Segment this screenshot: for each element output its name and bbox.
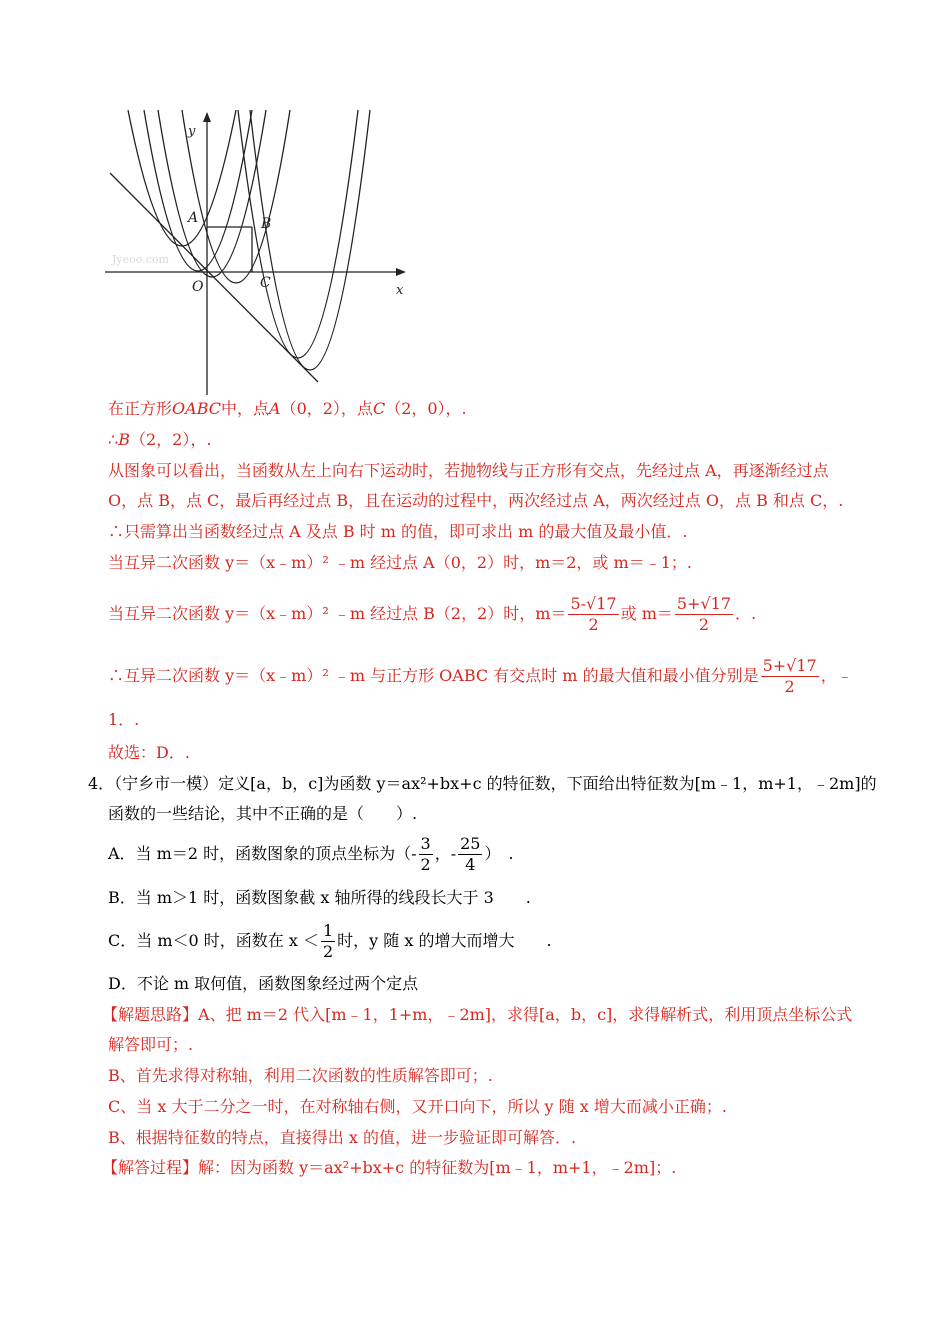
solution-line-7: 当互异二次函数 y＝（x﹣m）² ﹣m 经过点 B（2，2）时，m＝ $\frac{5-√17}{2}$ 或 m＝ $\frac{5+√17}{2}$ ．. — [108, 593, 757, 634]
question-4-line-1: 4．（宁乡市一模）定义[a，b，c]为函数 y＝ax²+bx+c 的特征数，下面给出特征数为[m﹣1，m+1，﹣2m]的 — [88, 774, 877, 793]
watermark: Jyeoo.com — [112, 253, 169, 266]
fraction-m-min: $\frac{5-√17}{2}$ — [570, 593, 617, 634]
solution-line-6: 当互异二次函数 y＝（x﹣m）² ﹣m 经过点 A（0，2）时，m＝2，或 m＝﹣1；. — [108, 553, 692, 572]
solution-line-8: ∴互异二次函数 y＝（x﹣m）² ﹣m 与正方形 OABC 有交点时 m 的最大值和最小值分别是 $\frac{5+√17}{2}$ ，﹣ — [108, 655, 853, 696]
y-axis-arrow — [203, 112, 211, 122]
option-c: C．当 m＜0 时，函数在 x ＜ $\frac{1}{2}$ 时，y 随 x 的增大而增大 . — [108, 920, 552, 961]
solution-line-9: 1．. — [108, 710, 140, 729]
solution-line-3: 从图象可以看出，当函数从左上向右下运动时，若抛物线与正方形有交点，先经过点 A，再逐渐经过点 — [108, 461, 829, 480]
solution-line-1: 在正方形OABC中，点A（0，2），点C（2，0），. — [108, 399, 467, 418]
label-c: C — [260, 275, 271, 291]
process-line-1: 【解答过程】解：因为函数 y＝ax²+bx+c 的特征数为[m﹣1，m+1，﹣2m]；. — [102, 1158, 677, 1177]
fraction-half: $\frac{1}{2}$ — [322, 920, 334, 961]
label-b: B — [261, 216, 272, 232]
parabola-2 — [144, 110, 252, 271]
analysis-line-2: 解答即可；. — [108, 1035, 194, 1054]
analysis-tag: 【解题思路】 — [102, 1005, 199, 1024]
fraction-m-max: $\frac{5+√17}{2}$ — [676, 593, 732, 634]
label-y: y — [188, 124, 196, 139]
solution-line-2: ∴B（2，2），. — [108, 430, 212, 449]
analysis-line-1: 【解题思路】A、把 m＝2 代入[m﹣1，1+m，﹣2m]，求得[a，b，c]，求得解析式，利用顶点坐标公式 — [102, 1005, 853, 1024]
parabola-figure — [100, 110, 420, 400]
question-4-line-2: 函数的一些结论，其中不正确的是（ ）. — [108, 804, 418, 823]
parabola-4 — [182, 110, 290, 283]
x-axis-arrow — [396, 268, 406, 276]
option-b: B．当 m＞1 时，函数图象截 x 轴所得的线段长大于 3 . — [108, 888, 531, 907]
envelope-line — [110, 173, 318, 382]
solution-answer: 故选：D．. — [108, 743, 190, 762]
analysis-line-3: B、首先求得对称轴，利用二次函数的性质解答即可；. — [108, 1066, 493, 1085]
solution-line-4: O，点 B，点 C，最后再经过点 B，且在运动的过程中，两次经过点 A，两次经过点 O，点 B 和点 C，. — [108, 491, 844, 510]
label-x: x — [396, 283, 404, 298]
option-d: D．不论 m 取何值，函数图象经过两个定点 — [108, 974, 419, 993]
parabola-6 — [238, 110, 358, 358]
fraction-answer: $\frac{5+√17}{2}$ — [762, 655, 817, 696]
label-o: O — [192, 279, 204, 295]
solution-line-5: ∴只需算出当函数经过点 A 及点 B 时 m 的值，即可求出 m 的最大值及最小值．. — [108, 522, 688, 541]
process-tag: 【解答过程】 — [102, 1158, 199, 1177]
option-a: A．当 m＝2 时，函数图象的顶点坐标为（- $\frac{3}{2}$ ，- $\frac{25}{4}$ ） . — [108, 833, 514, 874]
fraction-vertex-y: $\frac{25}{4}$ — [460, 833, 481, 874]
label-a: A — [188, 210, 199, 226]
parabola-3 — [158, 110, 266, 277]
fraction-vertex-x: $\frac{3}{2}$ — [420, 833, 431, 874]
analysis-line-4: C、当 x 大于二分之一时，在对称轴右侧，又开口向下，所以 y 随 x 增大而减小正确；. — [108, 1097, 727, 1116]
analysis-line-5: B、根据特征数的特点，直接得出 x 的值，进一步验证即可解答．. — [108, 1128, 577, 1147]
